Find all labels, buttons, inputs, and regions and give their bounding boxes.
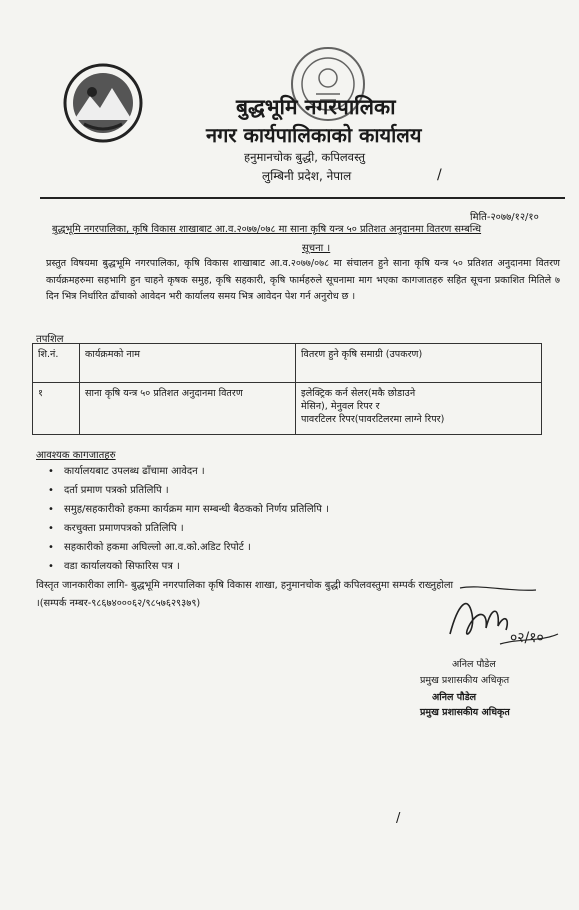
notice-body: प्रस्तुत विषयमा बुद्धभूमि नगरपालिका, कृषि विकास शाखाबाट आ.व.२०७७/०७८ मा संचालन हुने साना कृषि यन्त्र ५० प्रतिशत अनुदानमा वितरण कार्यक्रमहरुमा सहभागि हुन चाहने कृषक समुह, कृषि सहकारी, कृषि फार्महरुले सूचनामा माग भएका कागजातहरु सहित सूचना प्रकाशित मितिले ७ दिन भित्र निर्धारित ढाँचाको आवेदन भरी कार्यालय समय भित्र आवेदन पेश गर्न अनुरोध छ । <box>46 258 560 302</box>
col-serial: शि.नं. <box>33 344 80 383</box>
signature-icon <box>440 584 560 656</box>
documents-list <box>34 462 329 576</box>
header-divider <box>40 197 565 199</box>
list-item: • वडा कार्यालयको सिफारिस पत्र । <box>64 557 329 576</box>
contact-phone: ।(सम्पर्क नम्बर-९८६७४०००६२/९८५७६२९३७९) <box>36 598 201 609</box>
table-header-row <box>33 344 542 383</box>
row-program: साना कृषि यन्त्र ५० प्रतिशत अनुदानमा वितरण <box>80 383 296 435</box>
col-program: कार्यक्रमको नाम <box>80 344 296 383</box>
notice-date: मिति-२०७७/१२/१० <box>470 212 539 223</box>
list-item: • कार्यालयबाट उपलब्ध ढाँचामा आवेदन । <box>64 462 329 481</box>
equipment-line: मेसिन), मेनुवल रिपर र <box>301 401 380 412</box>
details-heading: तपशिल <box>36 334 64 345</box>
list-item: • दर्ता प्रमाण पत्रको प्रतिलिपि । <box>64 481 329 500</box>
municipality-name: बुद्धभूमि नगरपालिका <box>236 95 396 119</box>
footer-mark: / <box>396 811 401 826</box>
row-serial: १ <box>33 383 80 435</box>
details-table <box>32 343 542 435</box>
list-item: • समुह/सहकारीको हकमा कार्यक्रम माग सम्बन्धी बैठकको निर्णय प्रतिलिपि । <box>64 500 329 519</box>
municipality-logo-icon <box>62 62 144 144</box>
signatory-designation: प्रमुख प्रशासकीय अधिकृत <box>420 675 510 686</box>
row-equipment <box>296 383 542 435</box>
signature-date: ०२/१० <box>510 630 544 646</box>
table-row <box>33 383 542 435</box>
equipment-line: पावरटिलर रिपर(पावरटिलरमा लाग्ने रिपर) <box>301 414 445 425</box>
equipment-line: इलेक्ट्रिक कर्न सेलर(मकै छोडाउने <box>301 388 416 399</box>
signatory-name: अनिल पौडेल <box>452 659 496 670</box>
designation-stamp: प्रमुख प्रशासकीय अधिकृत <box>420 707 510 718</box>
name-stamp: अनिल पौडेल <box>432 692 477 703</box>
list-item: • करचुक्ता प्रमाणपत्रको प्रतिलिपि । <box>64 519 329 538</box>
col-equipment: वितरण हुने कृषि समाग्री (उपकरण) <box>296 344 542 383</box>
office-address: हनुमानचोक बुद्धी, कपिलवस्तु <box>244 150 366 164</box>
notice-subject-cont: सूचना । <box>302 243 331 254</box>
office-province: लुम्बिनी प्रदेश, नेपाल <box>262 169 352 183</box>
notice-subject: बुद्धभूमि नगरपालिका, कृषि विकास शाखाबाट आ.व.२०७७/०७८ मा साना कृषि यन्त्र ५० प्रतिशत अनुदानमा वितरण सम्बन्धि <box>52 224 482 235</box>
office-name: नगर कार्यपालिकाको कार्यालय <box>206 123 422 147</box>
list-item: • सहकारीको हकमा अघिल्लो आ.व.को.अडिट रिपोर्ट । <box>64 538 329 557</box>
header-mark: / <box>437 167 442 183</box>
documents-heading: आवश्यक कागजातहरु <box>36 450 116 461</box>
contact-info: विस्तृत जानकारीका लागि- बुद्धभूमि नगरपालिका कृषि विकास शाखा, हनुमानचोक बुद्धी कपिलवस्तुमा सम्पर्क राख्नुहोला <box>36 580 454 591</box>
